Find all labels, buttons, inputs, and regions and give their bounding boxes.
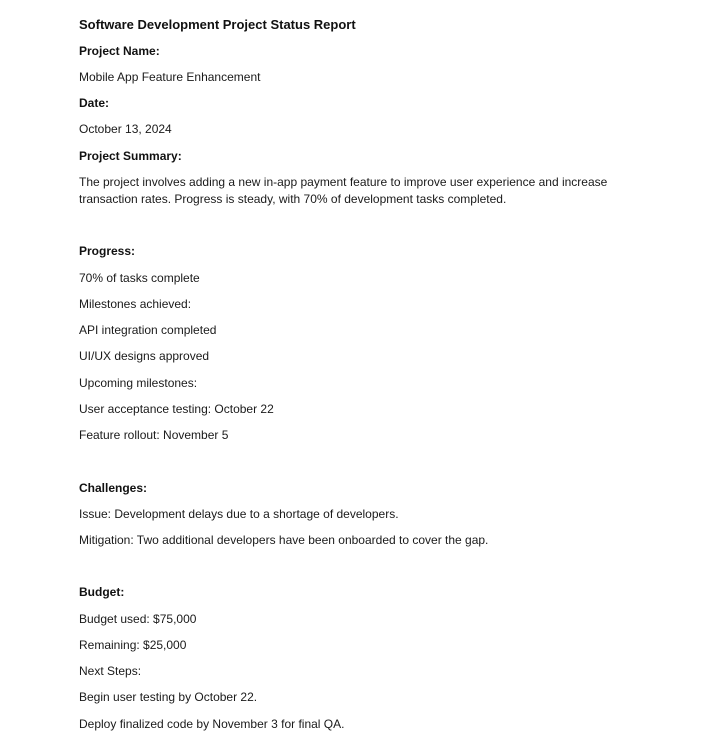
challenge-issue: Issue: Development delays due to a shortage of developers. [79, 507, 399, 521]
budget-heading: Budget: [79, 585, 125, 599]
upcoming-milestone-item: Feature rollout: November 5 [79, 428, 229, 442]
milestone-item: API integration completed [79, 323, 217, 337]
next-step-item: Deploy finalized code by November 3 for final QA. [79, 717, 345, 731]
date-value: October 13, 2024 [79, 122, 172, 136]
progress-heading: Progress: [79, 244, 136, 258]
milestones-achieved-label: Milestones achieved: [79, 297, 192, 311]
upcoming-milestones-label: Upcoming milestones: [79, 376, 198, 390]
project-summary-label: Project Summary: [79, 149, 182, 163]
next-step-item: Begin user testing by October 22. [79, 690, 258, 704]
document-title: Software Development Project Status Report [79, 17, 356, 32]
tasks-complete-text: 70% of tasks complete [79, 271, 200, 285]
date-label: Date: [79, 96, 110, 110]
budget-remaining: Remaining: $25,000 [79, 638, 187, 652]
project-name-label: Project Name: [79, 44, 160, 58]
upcoming-milestone-item: User acceptance testing: October 22 [79, 402, 274, 416]
budget-used: Budget used: $75,000 [79, 612, 197, 626]
milestone-item: UI/UX designs approved [79, 349, 210, 363]
next-steps-label: Next Steps: [79, 664, 142, 678]
project-summary-text: The project involves adding a new in-app payment feature to improve user experience and increase transaction rates. Progress is steady, with 70% of development tasks completed. [79, 175, 608, 206]
project-name-value: Mobile App Feature Enhancement [79, 70, 261, 84]
challenges-heading: Challenges: [79, 481, 148, 495]
challenge-mitigation: Mitigation: Two additional developers have been onboarded to cover the gap. [79, 533, 489, 547]
